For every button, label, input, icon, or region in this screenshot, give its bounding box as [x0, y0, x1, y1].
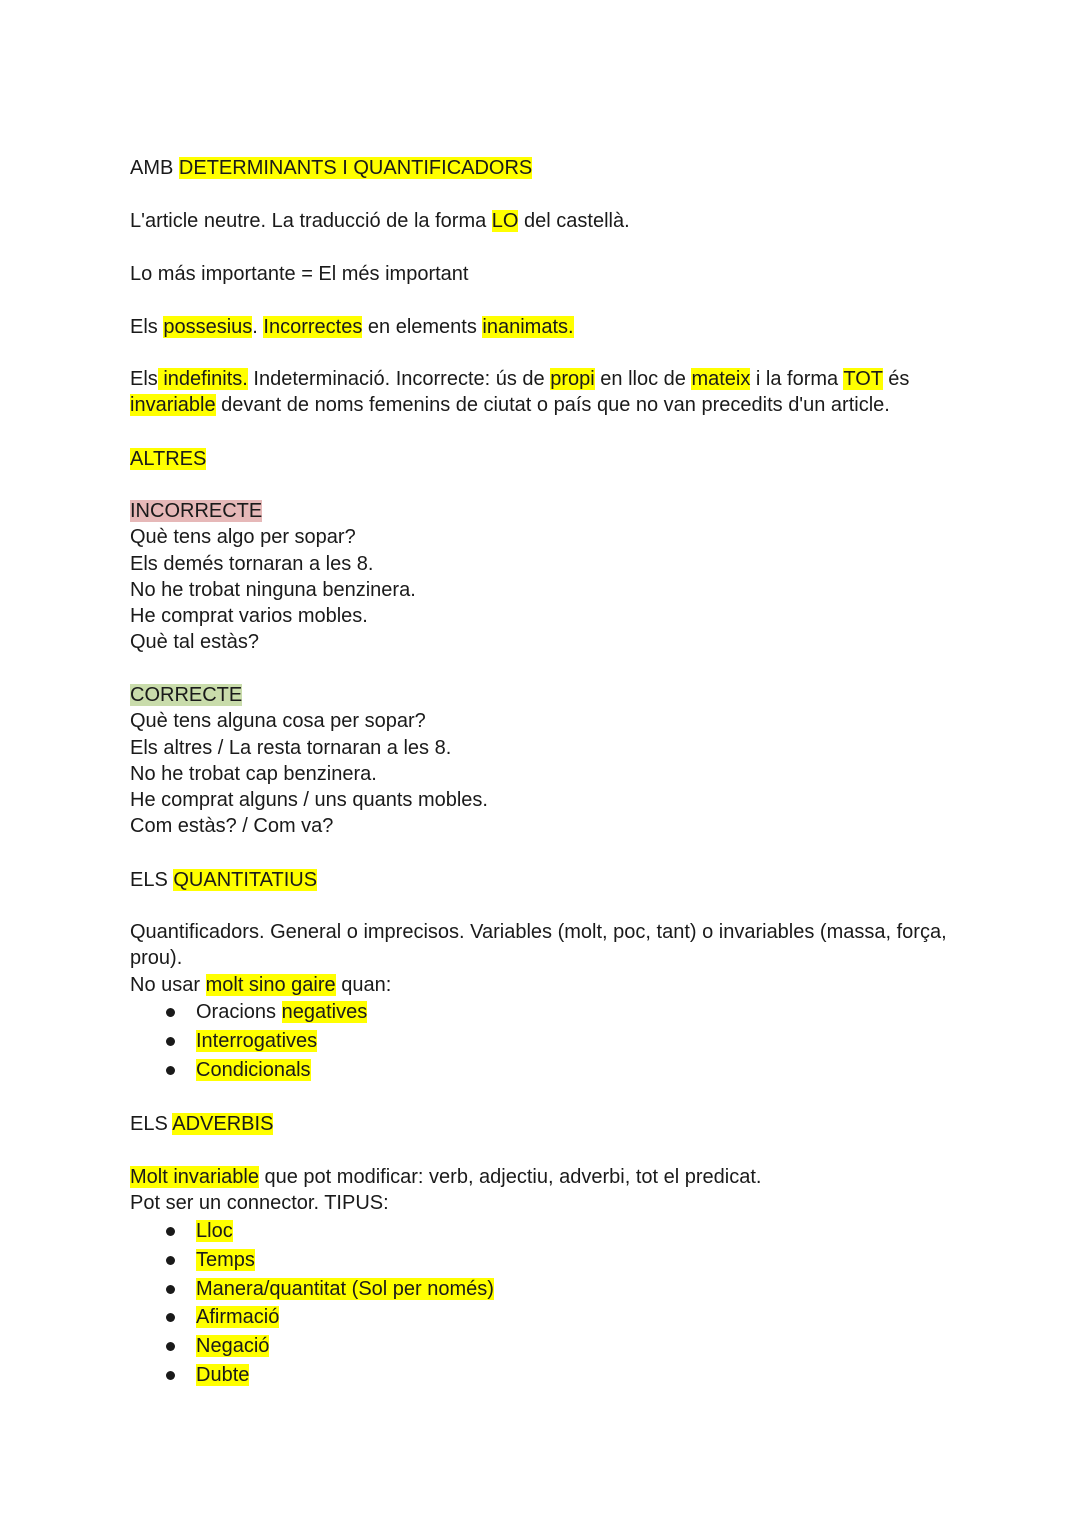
text-line: [130, 1111, 960, 1137]
highlighted-text: Temps: [196, 1248, 255, 1271]
text-run: és: [882, 368, 910, 390]
paragraph: [130, 498, 960, 656]
text-line: [130, 366, 960, 392]
list-item: [130, 1303, 494, 1332]
text-line: [130, 867, 960, 893]
highlighted-text: ADVERBIS: [172, 1113, 274, 1135]
text-run: Quantificadors. General o imprecisos. Variables (molt, poc, tant) o invariables (massa, força,: [130, 921, 947, 943]
text-run: i la forma: [750, 368, 844, 390]
bullet-list: [130, 998, 367, 1084]
list-item: [130, 1332, 494, 1361]
text-line: [130, 392, 960, 418]
text-line: [130, 735, 960, 761]
text-line: [130, 682, 960, 708]
bullet-icon: [166, 1008, 175, 1017]
text-run: Els altres / La resta tornaran a les 8.: [130, 736, 452, 759]
highlighted-text: Dubte: [196, 1363, 250, 1386]
highlighted-text: CORRECTE: [130, 684, 243, 706]
text-run: ELS: [130, 869, 174, 891]
highlighted-text: mateix: [691, 368, 751, 390]
text-line: [130, 446, 960, 472]
text-run: No he trobat ninguna benzinera.: [130, 578, 416, 601]
highlighted-text: TOT: [843, 368, 883, 390]
text-run: del castellà.: [518, 210, 630, 232]
text-run: Oracions: [196, 1001, 282, 1023]
text-run: L'article neutre. La traducció de la forma: [130, 210, 492, 232]
paragraph: [130, 155, 960, 181]
text-run: .: [252, 316, 264, 338]
highlighted-text: Incorrectes: [263, 316, 363, 338]
highlighted-text: ALTRES: [130, 448, 207, 470]
highlighted-text: INCORRECTE: [130, 500, 263, 522]
highlighted-text: propi: [550, 368, 595, 390]
text-run: Indeterminació. Incorrecte: ús de: [247, 368, 551, 390]
text-run: AMB: [130, 157, 179, 179]
text-run: prou).: [130, 947, 183, 970]
list-item: [130, 1246, 494, 1275]
paragraph: [130, 314, 960, 340]
text-line: [130, 787, 960, 813]
highlighted-text: invariable: [130, 394, 216, 417]
text-run: Els: [130, 368, 158, 390]
text-run: Què tens algo per sopar?: [130, 526, 356, 549]
text-line: [130, 314, 960, 340]
bullet-icon: [166, 1313, 175, 1322]
text-run: No usar: [130, 973, 206, 996]
text-line: [130, 261, 960, 287]
highlighted-text: QUANTITATIUS: [173, 869, 318, 891]
text-run: en elements: [362, 316, 483, 338]
text-run: en lloc de: [594, 368, 692, 390]
text-run: Lo más importante = El més important: [130, 263, 469, 285]
text-run: devant de noms femenins de ciutat o país que no van precedits d'un article.: [215, 394, 890, 417]
text-line: [130, 551, 960, 577]
text-line: [130, 919, 960, 945]
list-item: [130, 1056, 367, 1085]
text-line: [130, 1164, 960, 1190]
text-run: Els: [130, 316, 164, 338]
highlighted-text: Molt invariable: [130, 1166, 259, 1188]
bullet-icon: [166, 1256, 175, 1265]
highlighted-text: Condicionals: [196, 1058, 311, 1081]
text-run: Com estàs? / Com va?: [130, 815, 334, 838]
text-run: Pot ser un connector. TIPUS:: [130, 1192, 389, 1215]
text-line: [130, 629, 960, 655]
paragraph: [130, 1164, 960, 1217]
highlighted-text: negatives: [281, 1001, 368, 1023]
paragraph: [130, 446, 960, 472]
text-line: [130, 813, 960, 839]
highlighted-text: Manera/quantitat (Sol per només): [196, 1277, 494, 1300]
paragraph: [130, 366, 960, 419]
bullet-list: [130, 1217, 494, 1390]
highlighted-text: indefinits.: [157, 368, 248, 390]
paragraph: [130, 919, 960, 998]
highlighted-text: Interrogatives: [196, 1029, 318, 1052]
text-run: Els demés tornaran a les 8.: [130, 552, 374, 575]
list-item: [130, 1027, 367, 1056]
text-run: No he trobat cap benzinera.: [130, 762, 377, 785]
text-line: [130, 945, 960, 971]
text-line: [130, 498, 960, 524]
highlighted-text: Afirmació: [196, 1306, 280, 1329]
highlighted-text: LO: [491, 210, 519, 232]
bullet-icon: [166, 1342, 175, 1351]
highlighted-text: inanimats.: [482, 316, 574, 338]
bullet-icon: [166, 1371, 175, 1380]
text-run: quan:: [335, 973, 392, 996]
text-run: Què tal estàs?: [130, 631, 259, 654]
text-line: [130, 708, 960, 734]
paragraph: [130, 682, 960, 840]
list-item: [130, 1217, 494, 1246]
highlighted-text: possesius: [163, 316, 253, 338]
text-run: He comprat alguns / uns quants mobles.: [130, 789, 488, 812]
list-item: [130, 998, 367, 1027]
text-run: He comprat varios mobles.: [130, 605, 368, 628]
text-line: [130, 1190, 960, 1216]
bullet-icon: [166, 1227, 175, 1236]
text-line: [130, 524, 960, 550]
list-item: [130, 1275, 494, 1304]
highlighted-text: molt sino gaire: [205, 973, 336, 996]
text-line: [130, 208, 960, 234]
highlighted-text: Lloc: [196, 1220, 233, 1242]
text-run: Què tens alguna cosa per sopar?: [130, 710, 426, 733]
highlighted-text: DETERMINANTS I QUANTIFICADORS: [178, 157, 533, 179]
text-line: [130, 577, 960, 603]
text-run: que pot modificar: verb, adjectiu, adverbi, tot el predicat.: [258, 1166, 762, 1188]
paragraph: [130, 867, 960, 893]
bullet-icon: [166, 1037, 175, 1046]
text-run: ELS: [130, 1113, 173, 1135]
bullet-icon: [166, 1285, 175, 1294]
highlighted-text: Negació: [196, 1335, 270, 1358]
paragraph: [130, 261, 960, 287]
list-item: [130, 1361, 494, 1390]
text-line: [130, 155, 960, 181]
bullet-icon: [166, 1066, 175, 1075]
text-line: [130, 761, 960, 787]
paragraph: [130, 208, 960, 234]
text-line: [130, 972, 960, 998]
paragraph: [130, 1111, 960, 1137]
text-line: [130, 603, 960, 629]
